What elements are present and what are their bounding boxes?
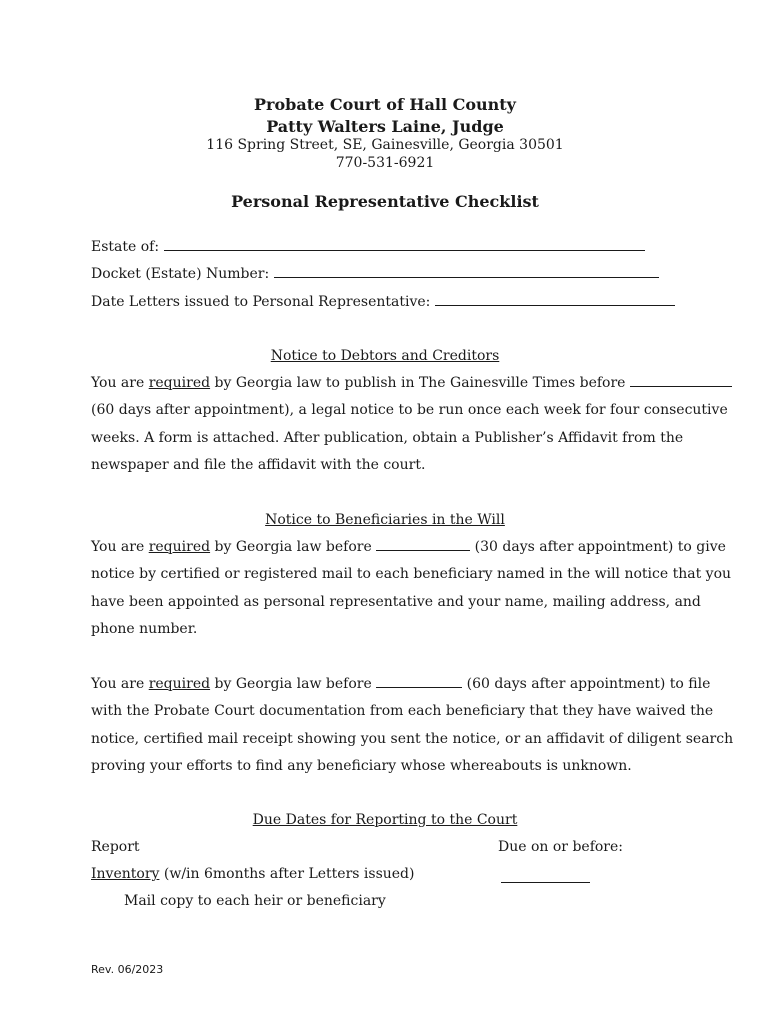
docket-label: Docket (Estate) Number:	[91, 266, 270, 282]
court-address: 116 Spring Street, SE, Gainesville, Georgia 30501	[206, 137, 564, 153]
inventory-date-blank[interactable]	[501, 870, 590, 883]
docket-blank[interactable]	[274, 265, 659, 278]
date-letters-field	[91, 289, 675, 316]
documentation-date-blank[interactable]	[376, 675, 462, 688]
due-column-label: Due on or before:	[498, 839, 623, 855]
inventory-label: Inventory	[91, 866, 160, 882]
court-phone: 770-531-6921	[335, 155, 435, 171]
debtors-date-blank[interactable]	[630, 374, 732, 387]
date-letters-label: Date Letters issued to Personal Representative:	[91, 294, 431, 310]
inventory-date-field	[501, 868, 590, 887]
court-name: Probate Court of Hall County	[254, 95, 516, 114]
mail-copy-row: Mail copy to each heir or beneficiary	[124, 893, 386, 909]
judge-name: Patty Walters Laine, Judge	[266, 117, 504, 136]
estate-label: Estate of:	[91, 239, 160, 255]
docket-field	[91, 261, 659, 288]
estate-field	[91, 234, 645, 261]
documentation-paragraph: You are required by Georgia law before (60 days after appointment) to file with the Probate Court documentation from each beneficiary that they have waived the notice, certified mail receipt showing you sent the notice, or an affidavit of diligent search proving your efforts to find any beneficiary whose whereabouts is unknown.	[91, 676, 734, 774]
debtors-heading: Notice to Debtors and Creditors	[270, 348, 500, 364]
beneficiaries-date-blank[interactable]	[376, 538, 470, 551]
beneficiaries-paragraph: You are required by Georgia law before (30 days after appointment) to give notice by certified or registered mail to each beneficiary named in the will notice that you have been appointed as personal representative and your name, mailing address, and phone number.	[91, 539, 732, 637]
debtors-paragraph: You are required by Georgia law to publish in The Gainesville Times before (60 days after appointment), a legal notice to be run once each week for four consecutive weeks. A form is attached. After publication, obtain a Publisher’s Affidavit from the newspaper and file the affidavit with the court.	[91, 370, 691, 479]
beneficiaries-heading: Notice to Beneficiaries in the Will	[265, 512, 505, 528]
page-title: Personal Representative Checklist	[231, 192, 539, 211]
due-dates-heading: Due Dates for Reporting to the Court	[252, 812, 518, 828]
report-column-label: Report	[91, 839, 140, 855]
estate-blank[interactable]	[164, 238, 645, 251]
inventory-note: (w/in 6months after Letters issued)	[159, 866, 415, 882]
revision-label: Rev. 06/2023	[91, 963, 164, 976]
date-letters-blank[interactable]	[435, 293, 675, 306]
inventory-row	[91, 861, 414, 888]
